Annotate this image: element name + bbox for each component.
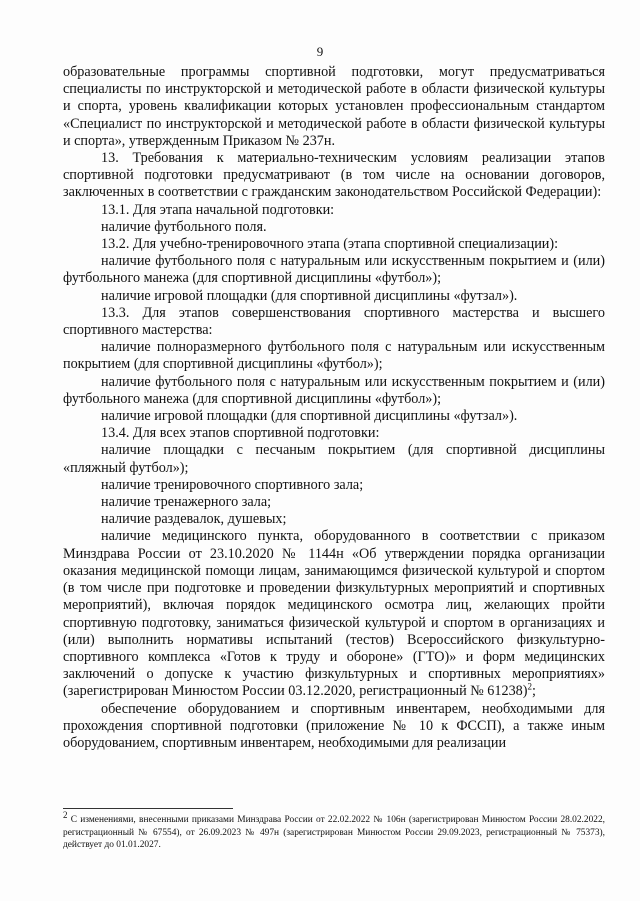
page-number: 9 [316,44,324,59]
paragraph: 13.4. Для всех этапов спортивной подготовки: [101,425,380,442]
paragraph: наличие тренажерного зала; [101,494,272,511]
paragraph: наличие футбольного поля с натуральным или искусственным покрытием и (или) футбольного манежа (для спортивной дисциплины «футбол»); [63,253,605,287]
paragraph: образовательные программы спортивной подготовки, могут предусматриваться специалисты по инструкторской и методической работе в области физической культуры и спорта, уровень квалификации которых установлен профессиональным стандартом «Специалист по инструкторской и методической работе в области физической культуры и спорта», утвержденным Приказом № 237н. [63,64,605,149]
paragraph: наличие футбольного поля с натуральным или искусственным покрытием и (или) футбольного манежа (для спортивной дисциплины «футбол»); [63,373,605,407]
paragraph: 13. Требования к материально-техническим условиям реализации этапов спортивной подготовки предусматривают (в том числе на основании договоров, заключенных в соответствии с гражданским законодательством Российской Федерации): [63,150,605,201]
footnote [63,809,605,852]
paragraph: обеспечение оборудованием и спортивным инвентарем, необходимыми для прохождения спортивной подготовки (приложение № 10 к ФССП), а также иным оборудованием, спортивным инвентарем, необходимыми для реализации [63,700,605,751]
paragraph: 13.1. Для этапа начальной подготовки: [101,201,335,218]
paragraph: наличие игровой площадки (для спортивной дисциплины «футзал»). [101,408,518,425]
footnote-text: С изменениями, внесенными приказами Минздрава России от 22.02.2022 № 106н (зарегистрирован Минюстом России 28.02.2022, регистрационный № 67554), от 26.09.2023 № 497н (зарегистрирован Минюстом России 29.09.2023, регистрационный № 75373), действует до 01.01.2027. [63,815,605,850]
paragraph: наличие футбольного поля. [101,218,267,235]
paragraph: 13.3. Для этапов совершенствования спортивного мастерства и высшего спортивного мастерства: [63,304,605,339]
paragraph: наличие игровой площадки (для спортивной дисциплины «футзал»). [101,287,518,304]
paragraph-with-footnote-ref [63,528,605,700]
document-body [63,64,605,752]
footnote-reference[interactable]: 2 [527,681,533,692]
paragraph: 13.2. Для учебно-тренировочного этапа (этапа спортивной специализации): [101,236,559,253]
paragraph: наличие тренировочного спортивного зала; [101,476,364,493]
paragraph: наличие площадки с песчаным покрытием (для спортивной дисциплины «пляжный футбол»); [63,442,605,476]
footnote-marker: 2 [63,809,68,820]
paragraph-tail: ; [532,683,536,700]
footnote-divider [63,808,233,809]
paragraph: наличие раздевалок, душевых; [101,511,287,528]
paragraph-text: наличие медицинского пункта, оборудованного в соответствии с приказом Минздрава России от 23.10.2020 № 1144н «Об утверждении порядка организации оказания медицинской помощи лицам, занимающимся физической культурой и спортом (в том числе при подготовке и проведении физкультурных мероприятий и спортивных мероприятий), включая порядок медицинского осмотра лиц, желающих пройти спортивную подготовку, заниматься физической культурой и спортом в организациях и (или) выполнить нормативы испытаний (тестов) Всероссийского физкультурно-спортивного комплекса «Готов к труду и обороне» (ГТО)» и форм медицинских заключений о допуске к участию физкультурных и спортивных мероприятиях» (зарегистрирован Минюстом России 03.12.2020, регистрационный № 61238) [63,528,605,700]
paragraph: наличие полноразмерного футбольного поля с натуральным или искусственным покрытием (для спортивной дисциплины «футбол»); [63,339,605,373]
